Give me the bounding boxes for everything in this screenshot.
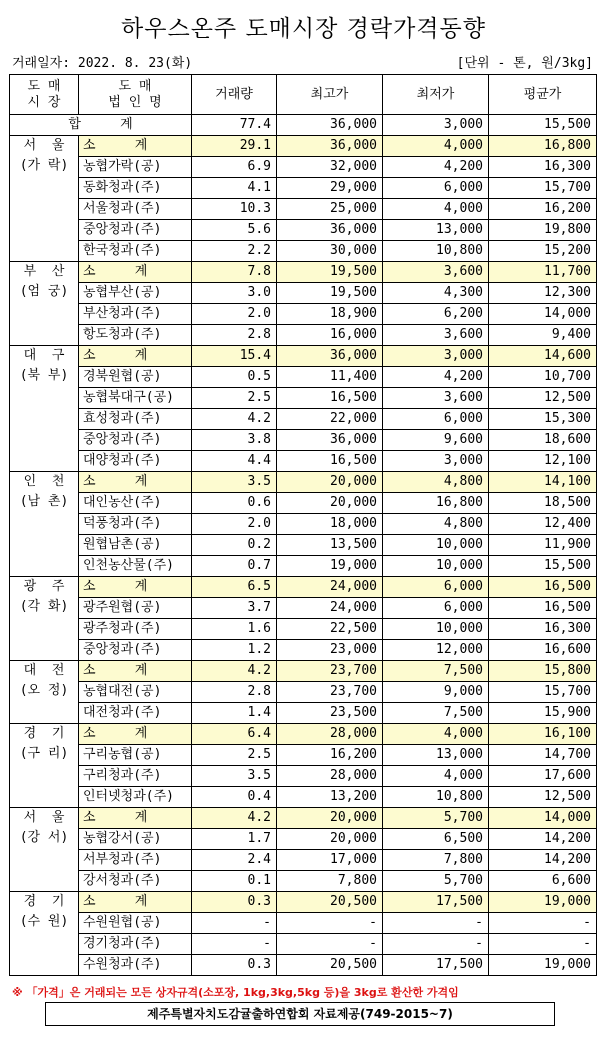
company-name: 광주청과(주) <box>79 619 192 640</box>
min-price-cell: 13,000 <box>383 220 489 241</box>
table-row <box>10 556 597 577</box>
volume-cell: 1.4 <box>192 703 277 724</box>
avg-price-cell: 6,600 <box>489 871 597 892</box>
avg-price-cell: 12,500 <box>489 388 597 409</box>
table-row <box>10 703 597 724</box>
avg-price-cell: 10,700 <box>489 367 597 388</box>
table-row <box>10 829 597 850</box>
volume-cell: 2.8 <box>192 325 277 346</box>
trade-date: 거래일자: 2022. 8. 23(화) <box>12 56 193 71</box>
company-name: 대인농산(주) <box>79 493 192 514</box>
subtotal-row <box>10 661 597 682</box>
max-price-cell: 16,500 <box>277 451 383 472</box>
table-row <box>10 682 597 703</box>
company-name: 대양청과(주) <box>79 451 192 472</box>
company-name: 수원청과(주) <box>79 955 192 976</box>
volume-cell: 1.6 <box>192 619 277 640</box>
avg-price-cell: 16,800 <box>489 136 597 157</box>
volume-cell: 1.2 <box>192 640 277 661</box>
min-price-cell: 3,600 <box>383 388 489 409</box>
market-name-line: 경 기 <box>23 894 65 909</box>
grand-total-row <box>10 115 597 136</box>
avg-price-cell: 17,600 <box>489 766 597 787</box>
volume-cell: 3.0 <box>192 283 277 304</box>
avg-price-cell: 14,700 <box>489 745 597 766</box>
min-price-cell: 5,700 <box>383 808 489 829</box>
volume-cell: 2.5 <box>192 745 277 766</box>
avg-price-cell: 15,200 <box>489 241 597 262</box>
table-row <box>10 451 597 472</box>
volume-cell: 6.4 <box>192 724 277 745</box>
unit-label: [단위 - 톤, 원/3kg] <box>456 56 593 71</box>
market-name-line: (각 화) <box>19 599 69 614</box>
avg-price-cell: 16,500 <box>489 598 597 619</box>
avg-price-cell: 11,900 <box>489 535 597 556</box>
volume-cell: 0.5 <box>192 367 277 388</box>
avg-price-cell: 12,400 <box>489 514 597 535</box>
min-price-cell: 5,700 <box>383 871 489 892</box>
max-price-cell: 19,500 <box>277 262 383 283</box>
market-name <box>10 262 79 346</box>
volume-cell: 4.2 <box>192 409 277 430</box>
avg-price-cell: 9,400 <box>489 325 597 346</box>
price-table <box>9 74 597 976</box>
max-price-cell: 16,500 <box>277 388 383 409</box>
company-name: 대전청과(주) <box>79 703 192 724</box>
max-price-cell: 28,000 <box>277 724 383 745</box>
company-name: 서부청과(주) <box>79 850 192 871</box>
grand-total-label: 합 계 <box>10 115 192 136</box>
max-price-cell: 20,000 <box>277 493 383 514</box>
min-price-cell: 9,000 <box>383 682 489 703</box>
min-price-cell: 10,800 <box>383 787 489 808</box>
min-price-cell: 13,000 <box>383 745 489 766</box>
max-price-cell: 16,000 <box>277 325 383 346</box>
max-price-cell: 7,800 <box>277 871 383 892</box>
company-name: 강서청과(주) <box>79 871 192 892</box>
header-volume: 거래량 <box>192 75 277 115</box>
market-name-line: (가 락) <box>19 158 69 173</box>
table-row <box>10 619 597 640</box>
company-name: 동화청과(주) <box>79 178 192 199</box>
table-row <box>10 367 597 388</box>
avg-price-cell: 19,800 <box>489 220 597 241</box>
footnote: ※ 「가격」은 거래되는 모든 상자규격(소포장, 1kg,3kg,5kg 등)을 3kg로 환산한 가격임 <box>12 986 459 999</box>
avg-price-cell: 16,200 <box>489 199 597 220</box>
company-name: 소 계 <box>79 808 192 829</box>
min-price-cell: 4,300 <box>383 283 489 304</box>
min-price-cell: 4,200 <box>383 367 489 388</box>
max-price-cell: 29,000 <box>277 178 383 199</box>
grand-total-min: 3,000 <box>383 115 489 136</box>
max-price-cell: - <box>277 913 383 934</box>
table-row <box>10 241 597 262</box>
company-name: 서울청과(주) <box>79 199 192 220</box>
table-row <box>10 199 597 220</box>
max-price-cell: - <box>277 934 383 955</box>
avg-price-cell: 16,300 <box>489 619 597 640</box>
source-credit: 제주특별자치도감귤출하연합회 자료제공(749-2015~7) <box>45 1002 555 1026</box>
subtotal-row <box>10 136 597 157</box>
subtotal-row <box>10 472 597 493</box>
table-row <box>10 220 597 241</box>
table-row <box>10 871 597 892</box>
min-price-cell: 10,800 <box>383 241 489 262</box>
avg-price-cell: 12,500 <box>489 787 597 808</box>
volume-cell: 3.7 <box>192 598 277 619</box>
subtotal-row <box>10 808 597 829</box>
max-price-cell: 25,000 <box>277 199 383 220</box>
max-price-cell: 13,500 <box>277 535 383 556</box>
min-price-cell: 6,000 <box>383 577 489 598</box>
market-name-line: 인 천 <box>23 474 65 489</box>
grand-total-avg: 15,500 <box>489 115 597 136</box>
table-row <box>10 178 597 199</box>
min-price-cell: 10,000 <box>383 556 489 577</box>
company-name: 광주원협(공) <box>79 598 192 619</box>
avg-price-cell: - <box>489 913 597 934</box>
avg-price-cell: 15,700 <box>489 682 597 703</box>
volume-cell: 4.4 <box>192 451 277 472</box>
avg-price-cell: 15,700 <box>489 178 597 199</box>
company-name: 소 계 <box>79 262 192 283</box>
min-price-cell: - <box>383 934 489 955</box>
table-row <box>10 745 597 766</box>
max-price-cell: 18,000 <box>277 514 383 535</box>
min-price-cell: 4,000 <box>383 766 489 787</box>
volume-cell: 3.8 <box>192 430 277 451</box>
volume-cell: 0.1 <box>192 871 277 892</box>
min-price-cell: 16,800 <box>383 493 489 514</box>
subtotal-row <box>10 577 597 598</box>
company-name: 항도청과(주) <box>79 325 192 346</box>
company-name: 소 계 <box>79 577 192 598</box>
table-row <box>10 787 597 808</box>
table-row <box>10 430 597 451</box>
min-price-cell: 3,000 <box>383 451 489 472</box>
min-price-cell: 3,600 <box>383 325 489 346</box>
header-avg-price: 평균가 <box>489 75 597 115</box>
company-name: 중앙청과(주) <box>79 430 192 451</box>
subtotal-row <box>10 346 597 367</box>
table-row <box>10 409 597 430</box>
table-header-row <box>10 75 597 115</box>
page-title: 하우스온주 도매시장 경락가격동향 <box>121 16 486 42</box>
header-market: 도 매 시 장 <box>10 75 79 115</box>
company-name: 구리청과(주) <box>79 766 192 787</box>
grand-total-max: 36,000 <box>277 115 383 136</box>
header-max-price: 최고가 <box>277 75 383 115</box>
company-name: 농협부산(공) <box>79 283 192 304</box>
subtotal-row <box>10 892 597 913</box>
market-name-line: 서 울 <box>23 138 65 153</box>
market-name-line: 대 구 <box>23 348 65 363</box>
max-price-cell: 11,400 <box>277 367 383 388</box>
company-name: 소 계 <box>79 892 192 913</box>
company-name: 한국청과(주) <box>79 241 192 262</box>
min-price-cell: 12,000 <box>383 640 489 661</box>
volume-cell: 0.4 <box>192 787 277 808</box>
avg-price-cell: 14,200 <box>489 850 597 871</box>
company-name: 인천농산물(주) <box>79 556 192 577</box>
max-price-cell: 13,200 <box>277 787 383 808</box>
market-name-line: (오 정) <box>19 683 69 698</box>
table-row <box>10 598 597 619</box>
market-name <box>10 346 79 472</box>
max-price-cell: 23,000 <box>277 640 383 661</box>
company-name: 소 계 <box>79 136 192 157</box>
min-price-cell: 4,800 <box>383 472 489 493</box>
avg-price-cell: 15,300 <box>489 409 597 430</box>
min-price-cell: 4,000 <box>383 724 489 745</box>
volume-cell: 0.6 <box>192 493 277 514</box>
header-company: 도 매 법 인 명 <box>79 75 192 115</box>
volume-cell: 5.6 <box>192 220 277 241</box>
company-name: 농협가락(공) <box>79 157 192 178</box>
table-row <box>10 913 597 934</box>
avg-price-cell: 16,300 <box>489 157 597 178</box>
volume-cell: 7.8 <box>192 262 277 283</box>
company-name: 부산청과(주) <box>79 304 192 325</box>
min-price-cell: 10,000 <box>383 619 489 640</box>
company-name: 중앙청과(주) <box>79 640 192 661</box>
max-price-cell: 19,000 <box>277 556 383 577</box>
volume-cell: 15.4 <box>192 346 277 367</box>
volume-cell: 4.1 <box>192 178 277 199</box>
market-name-line: 서 울 <box>23 810 65 825</box>
subtotal-row <box>10 262 597 283</box>
max-price-cell: 20,500 <box>277 892 383 913</box>
max-price-cell: 36,000 <box>277 220 383 241</box>
grand-total-volume: 77.4 <box>192 115 277 136</box>
avg-price-cell: 14,200 <box>489 829 597 850</box>
min-price-cell: 6,000 <box>383 598 489 619</box>
company-name: 소 계 <box>79 724 192 745</box>
market-name-line: (북 부) <box>19 368 69 383</box>
volume-cell: 0.3 <box>192 892 277 913</box>
volume-cell: 0.7 <box>192 556 277 577</box>
table-row <box>10 493 597 514</box>
max-price-cell: 30,000 <box>277 241 383 262</box>
max-price-cell: 18,900 <box>277 304 383 325</box>
avg-price-cell: 15,900 <box>489 703 597 724</box>
min-price-cell: - <box>383 913 489 934</box>
avg-price-cell: 18,600 <box>489 430 597 451</box>
table-row <box>10 934 597 955</box>
min-price-cell: 10,000 <box>383 535 489 556</box>
min-price-cell: 4,000 <box>383 136 489 157</box>
volume-cell: 1.7 <box>192 829 277 850</box>
market-name-line: (강 서) <box>19 830 69 845</box>
company-name: 구리농협(공) <box>79 745 192 766</box>
table-row <box>10 157 597 178</box>
company-name: 인터넷청과(주) <box>79 787 192 808</box>
company-name: 효성청과(주) <box>79 409 192 430</box>
company-name: 농협대전(공) <box>79 682 192 703</box>
market-name <box>10 577 79 661</box>
company-name: 소 계 <box>79 346 192 367</box>
volume-cell: 2.2 <box>192 241 277 262</box>
avg-price-cell: 18,500 <box>489 493 597 514</box>
market-name-line: (남 촌) <box>19 494 69 509</box>
max-price-cell: 36,000 <box>277 136 383 157</box>
avg-price-cell: 19,000 <box>489 955 597 976</box>
avg-price-cell: 16,100 <box>489 724 597 745</box>
company-name: 중앙청과(주) <box>79 220 192 241</box>
market-name-line: 경 기 <box>23 726 65 741</box>
table-row <box>10 325 597 346</box>
avg-price-cell: 12,100 <box>489 451 597 472</box>
market-name <box>10 724 79 808</box>
avg-price-cell: 14,600 <box>489 346 597 367</box>
min-price-cell: 7,500 <box>383 661 489 682</box>
table-row <box>10 514 597 535</box>
company-name: 덕풍청과(주) <box>79 514 192 535</box>
company-name: 경기청과(주) <box>79 934 192 955</box>
volume-cell: 2.4 <box>192 850 277 871</box>
company-name: 소 계 <box>79 661 192 682</box>
table-row <box>10 850 597 871</box>
max-price-cell: 36,000 <box>277 346 383 367</box>
volume-cell: 0.2 <box>192 535 277 556</box>
volume-cell: 3.5 <box>192 766 277 787</box>
company-name: 소 계 <box>79 472 192 493</box>
volume-cell: - <box>192 913 277 934</box>
market-name <box>10 472 79 577</box>
min-price-cell: 6,000 <box>383 409 489 430</box>
max-price-cell: 17,000 <box>277 850 383 871</box>
min-price-cell: 4,800 <box>383 514 489 535</box>
market-name-line: 광 주 <box>23 579 65 594</box>
table-row <box>10 535 597 556</box>
max-price-cell: 16,200 <box>277 745 383 766</box>
avg-price-cell: 19,000 <box>489 892 597 913</box>
max-price-cell: 19,500 <box>277 283 383 304</box>
min-price-cell: 6,500 <box>383 829 489 850</box>
market-name <box>10 136 79 262</box>
table-row <box>10 640 597 661</box>
company-name: 경북원협(공) <box>79 367 192 388</box>
volume-cell: - <box>192 934 277 955</box>
market-name-line: (엄 궁) <box>19 284 69 299</box>
max-price-cell: 32,000 <box>277 157 383 178</box>
volume-cell: 6.5 <box>192 577 277 598</box>
company-name: 원협남촌(공) <box>79 535 192 556</box>
volume-cell: 2.5 <box>192 388 277 409</box>
company-name: 수원원협(공) <box>79 913 192 934</box>
max-price-cell: 20,500 <box>277 955 383 976</box>
market-name <box>10 808 79 892</box>
min-price-cell: 17,500 <box>383 955 489 976</box>
company-name: 농협강서(공) <box>79 829 192 850</box>
market-name-line: (수 원) <box>19 914 69 929</box>
volume-cell: 2.0 <box>192 514 277 535</box>
max-price-cell: 23,700 <box>277 661 383 682</box>
table-row <box>10 283 597 304</box>
avg-price-cell: 11,700 <box>489 262 597 283</box>
market-name <box>10 661 79 724</box>
min-price-cell: 4,000 <box>383 199 489 220</box>
volume-cell: 4.2 <box>192 808 277 829</box>
volume-cell: 10.3 <box>192 199 277 220</box>
min-price-cell: 9,600 <box>383 430 489 451</box>
volume-cell: 4.2 <box>192 661 277 682</box>
min-price-cell: 4,200 <box>383 157 489 178</box>
volume-cell: 2.0 <box>192 304 277 325</box>
max-price-cell: 23,700 <box>277 682 383 703</box>
table-row <box>10 766 597 787</box>
max-price-cell: 20,000 <box>277 829 383 850</box>
avg-price-cell: 16,600 <box>489 640 597 661</box>
min-price-cell: 6,000 <box>383 178 489 199</box>
min-price-cell: 6,200 <box>383 304 489 325</box>
avg-price-cell: 14,000 <box>489 304 597 325</box>
volume-cell: 6.9 <box>192 157 277 178</box>
max-price-cell: 24,000 <box>277 577 383 598</box>
avg-price-cell: 16,500 <box>489 577 597 598</box>
avg-price-cell: 15,800 <box>489 661 597 682</box>
volume-cell: 29.1 <box>192 136 277 157</box>
min-price-cell: 3,600 <box>383 262 489 283</box>
max-price-cell: 20,000 <box>277 472 383 493</box>
min-price-cell: 17,500 <box>383 892 489 913</box>
max-price-cell: 20,000 <box>277 808 383 829</box>
volume-cell: 2.8 <box>192 682 277 703</box>
max-price-cell: 22,500 <box>277 619 383 640</box>
table-row <box>10 304 597 325</box>
max-price-cell: 36,000 <box>277 430 383 451</box>
table-row <box>10 955 597 976</box>
market-name-line: 부 산 <box>23 264 65 279</box>
min-price-cell: 7,500 <box>383 703 489 724</box>
volume-cell: 0.3 <box>192 955 277 976</box>
max-price-cell: 24,000 <box>277 598 383 619</box>
header-min-price: 최저가 <box>383 75 489 115</box>
subtotal-row <box>10 724 597 745</box>
max-price-cell: 28,000 <box>277 766 383 787</box>
max-price-cell: 23,500 <box>277 703 383 724</box>
min-price-cell: 7,800 <box>383 850 489 871</box>
avg-price-cell: 14,100 <box>489 472 597 493</box>
market-name-line: 대 전 <box>23 663 65 678</box>
market-name-line: (구 리) <box>19 746 69 761</box>
avg-price-cell: 14,000 <box>489 808 597 829</box>
table-row <box>10 388 597 409</box>
company-name: 농협북대구(공) <box>79 388 192 409</box>
volume-cell: 3.5 <box>192 472 277 493</box>
avg-price-cell: - <box>489 934 597 955</box>
market-name <box>10 892 79 976</box>
avg-price-cell: 15,500 <box>489 556 597 577</box>
min-price-cell: 3,000 <box>383 346 489 367</box>
avg-price-cell: 12,300 <box>489 283 597 304</box>
max-price-cell: 22,000 <box>277 409 383 430</box>
